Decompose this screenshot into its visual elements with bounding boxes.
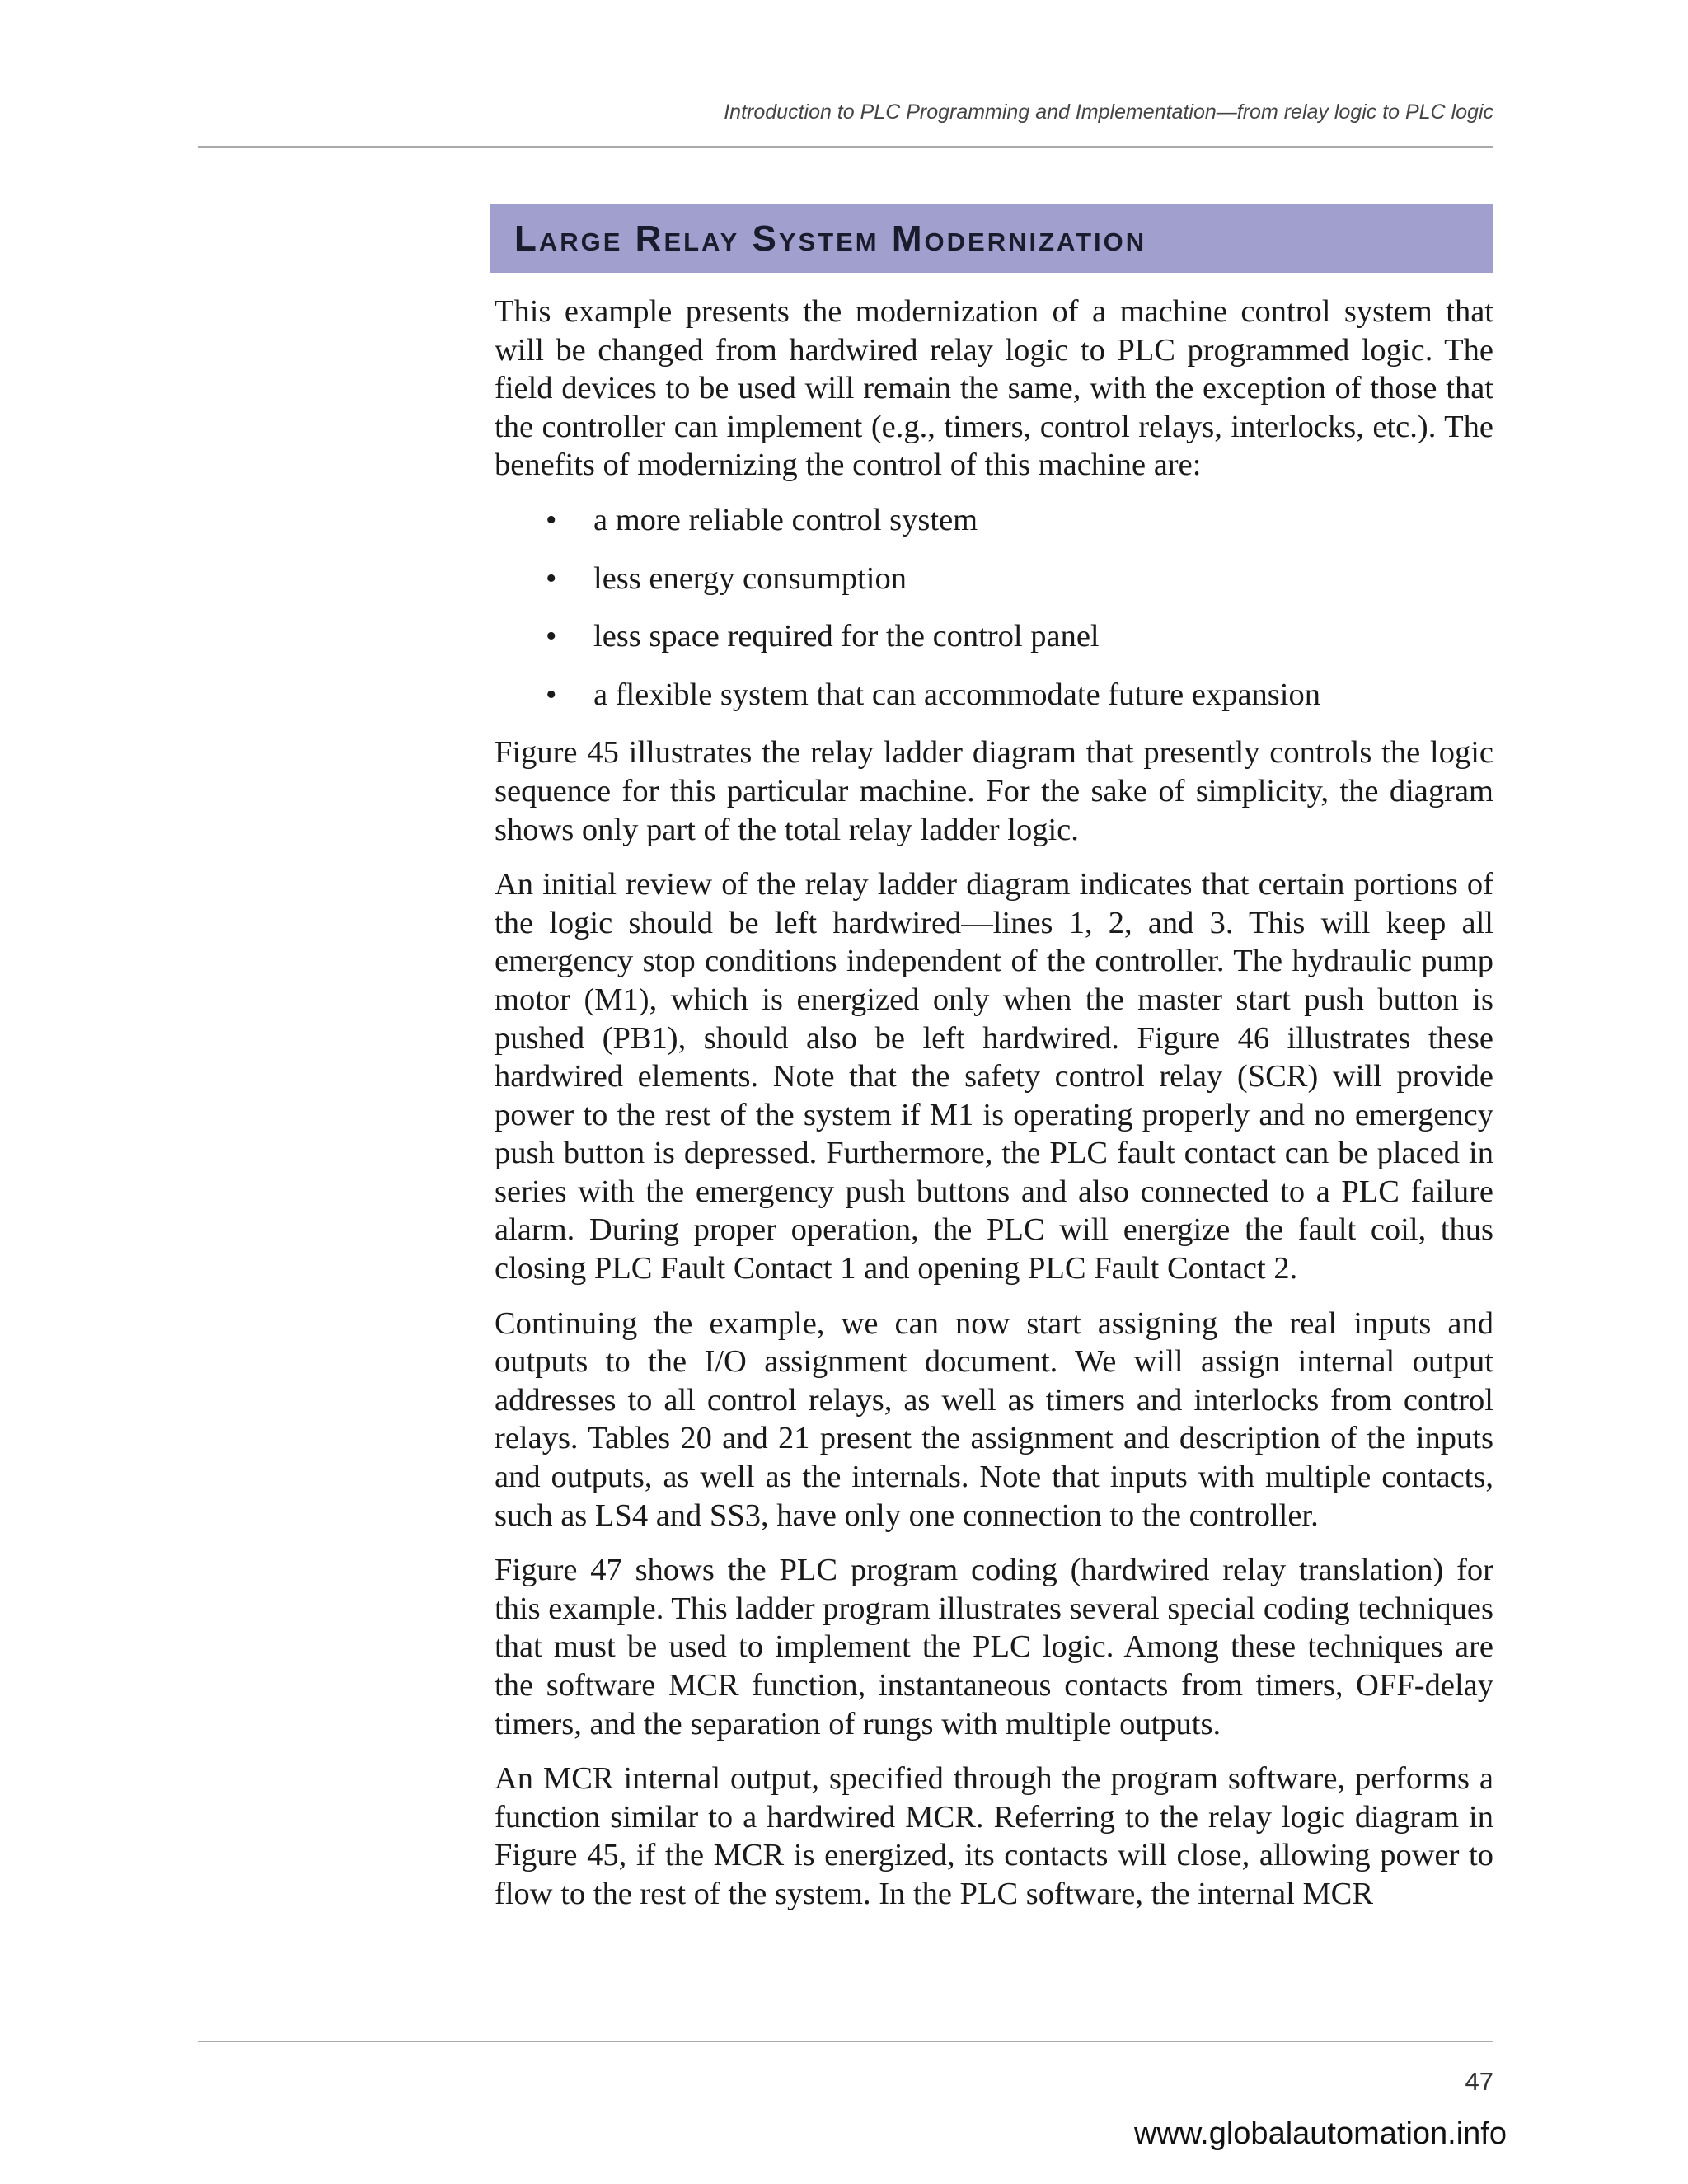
page-number: 47 [1465, 2067, 1493, 2096]
paragraph-figure-45: Figure 45 illustrates the relay ladder diagram that presently controls the logic sequence for this particular machine. For the sake of simplicity, the diagram shows only part of the total relay ladder logic. [495, 735, 1493, 847]
running-header: Introduction to PLC Programming and Implementation—from relay logic to PLC logic [724, 101, 1493, 124]
bullet-icon: • [546, 619, 557, 654]
paragraph-io-assignment: Continuing the example, we can now start assigning the real inputs and outputs to the I/O assignment document. We will assign internal output addresses to all control relays, as well as timers and interlocks from control relays. Tables 20 and 21 present the assignment and description of the inputs and outputs, as well as the internals. Note that inputs with multiple contacts, such as LS4 and SS3, have only one connection to the controller. [495, 1305, 1493, 1533]
list-item-text: a flexible system that can accommodate future expansion [593, 677, 1320, 712]
list-item [495, 617, 1493, 656]
bullet-icon: • [546, 677, 557, 712]
bullet-icon: • [546, 560, 557, 596]
paragraph-initial-review: An initial review of the relay ladder diagram indicates that certain portions of the logic should be left hardwired—lines 1, 2, and 3. This will keep all emergency stop conditions independent of the controller. The hydraulic pump motor (M1), which is energized only when the master start push button is pushed (PB1), should also be left hardwired. Figure 46 illustrates these hardwired elements. Note that the safety control relay (SCR) will provide power to the rest of the system if M1 is operating properly and no emergency push button is depressed. Furthermore, the PLC fault contact can be placed in series with the emergency push buttons and also connected to a PLC failure alarm. During proper operation, the PLC will energize the fault coil, thus closing PLC Fault Contact 1 and opening PLC Fault Contact 2. [495, 867, 1493, 1286]
list-item-text: a more reliable control system [593, 502, 978, 537]
list-item [495, 501, 1493, 540]
paragraph-figure-47: Figure 47 shows the PLC program coding (hardwired relay translation) for this example. This ladder program illustrates several special coding techniques that must be used to implement the PLC logic. Among these techniques are the software MCR function, instantaneous contacts from timers, OFF-delay timers, and the separation of rungs with multiple outputs. [495, 1553, 1493, 1741]
list-item-text: less energy consumption [593, 560, 907, 596]
benefits-list [495, 501, 1493, 714]
intro-paragraph: This example presents the modernization of a machine control system that will be changed from hardwired relay logic to PLC programmed logic. The field devices to be used will remain the same, with the exception of those that the controller can implement (e.g., timers, control relays, interlocks, etc.). The benefits of modernizing the control of this machine are: [495, 294, 1493, 483]
list-item [495, 560, 1493, 598]
website-url: www.globalautomation.info [1133, 2116, 1507, 2151]
section-title: Large Relay System Modernization [514, 218, 1147, 259]
header-rule [198, 146, 1493, 148]
body-text [495, 293, 1493, 1930]
paragraph-mcr: An MCR internal output, specified through the program software, performs a function similar to a hardwired MCR. Referring to the relay logic diagram in Figure 45, if the MCR is energized, its contacts will close, allowing power to flow to the rest of the system. In the PLC software, the internal MCR [495, 1761, 1493, 1911]
bullet-icon: • [546, 502, 557, 537]
footer-rule [198, 2041, 1493, 2042]
list-item [495, 676, 1493, 715]
list-item-text: less space required for the control panel [593, 619, 1100, 654]
section-heading-bar [490, 204, 1493, 273]
